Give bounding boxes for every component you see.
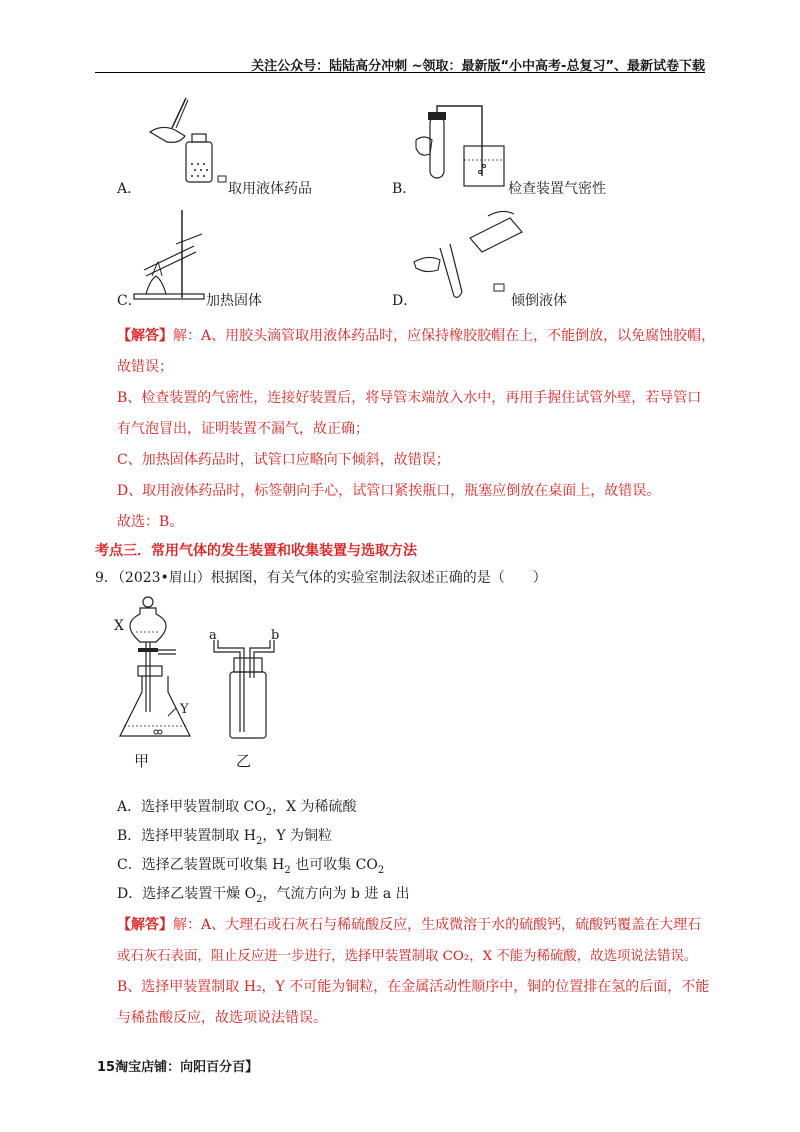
answer8-line-6: D、取用液体药品时，标签朝向手心，试管口紧挨瓶口，瓶塞应倒放在桌面上，故错误。	[117, 483, 661, 499]
fig-c-caption: 加热固体	[206, 293, 262, 309]
answer9-line-3: B、选择甲装置制取 H₂，Y 不可能为铜粒，在金属活动性顺序中，铜的位置排在氢的后面，不能	[117, 979, 710, 995]
fig-a-caption: 取用液体药品	[228, 181, 312, 197]
fig-d-letter: D．	[392, 293, 418, 309]
fig-d-caption: 倾倒液体	[511, 293, 567, 309]
answer9-line-1: 【解答】解：A、大理石或石灰石与稀硫酸反应，生成微溶于水的硫酸钙，硫酸钙覆盖在大理石	[117, 917, 702, 933]
choice-d: D．选择乙装置干燥 $O_2$，气流方向为 b 进 a 出	[117, 886, 410, 905]
pouring-liquid-icon	[410, 208, 530, 300]
section-heading: 考点三．常用气体的发生装置和收集装置与选取方法	[95, 543, 417, 559]
answer8-line-3: B、检查装置的气密性，连接好装置后，将导管末端放入水中，再用手握住试管外壁，若导管口	[117, 390, 702, 406]
fig-label-yi: 乙	[236, 752, 252, 770]
answer8-line-5: C、加热固体药品时，试管口应略向下倾斜，故错误；	[117, 452, 450, 468]
shop-name: 淘宝店铺：向阳百分百】	[115, 1060, 259, 1075]
choice-c: C．选择乙装置既可收集 $H_2$ 也可收集 $CO_2$	[117, 857, 385, 876]
fig-label-x: X	[114, 618, 124, 634]
fig-label-y: Y	[180, 702, 189, 717]
header-divider	[95, 72, 705, 73]
answer-tag: 【解答】	[117, 328, 173, 344]
dropper-bottle-icon	[140, 92, 240, 192]
fig-label-b: b	[271, 628, 280, 643]
fig-c-letter: C．	[117, 293, 142, 309]
fig-b-letter: B．	[392, 181, 417, 197]
footer	[97, 1056, 258, 1075]
answer9-line-2: 或石灰石表面，阻止反应进一步进行，选择甲装置制取 CO₂，X 不能为稀硫酸，故选项说法错误。	[117, 949, 698, 964]
question9-stem: 9．（2023•眉山）根据图，有关气体的实验室制法叙述正确的是（ ）	[95, 570, 547, 586]
answer8-line-4: 有气泡冒出，证明装置不漏气，故正确；	[117, 421, 369, 437]
airtightness-check-icon	[412, 106, 512, 196]
fig-b-caption: 检查装置气密性	[508, 181, 606, 197]
gas-apparatus-figure	[110, 592, 310, 772]
answer-tag: 【解答】	[117, 917, 173, 933]
answer9-line-4: 与稀盐酸反应，故选项说法错误。	[117, 1010, 327, 1026]
choice-a: A．选择甲装置制取 $CO_2$，X 为稀硫酸	[117, 799, 357, 818]
fig-a-letter: A．	[117, 181, 142, 197]
answer8-line-2: 故错误；	[117, 359, 173, 375]
answer8-line-1: 【解答】解：A、用胶头滴管取用液体药品时，应保持橡胶胶帽在上，不能倒放，以免腐蚀胶帽，	[117, 328, 716, 344]
fig-label-jia: 甲	[134, 752, 150, 770]
choice-b: B．选择甲装置制取 $H_2$，Y 为铜粒	[117, 828, 333, 847]
answer8-line-7: 故选：B。	[117, 514, 184, 530]
page-header-text: 关注公众号：陆陆高分冲刺 ~领取：最新版“小中高考-总复习”、最新试卷下载	[251, 59, 705, 74]
heating-solid-icon	[124, 206, 224, 302]
page-number: 15	[97, 1060, 116, 1075]
fig-label-a: a	[209, 628, 217, 643]
